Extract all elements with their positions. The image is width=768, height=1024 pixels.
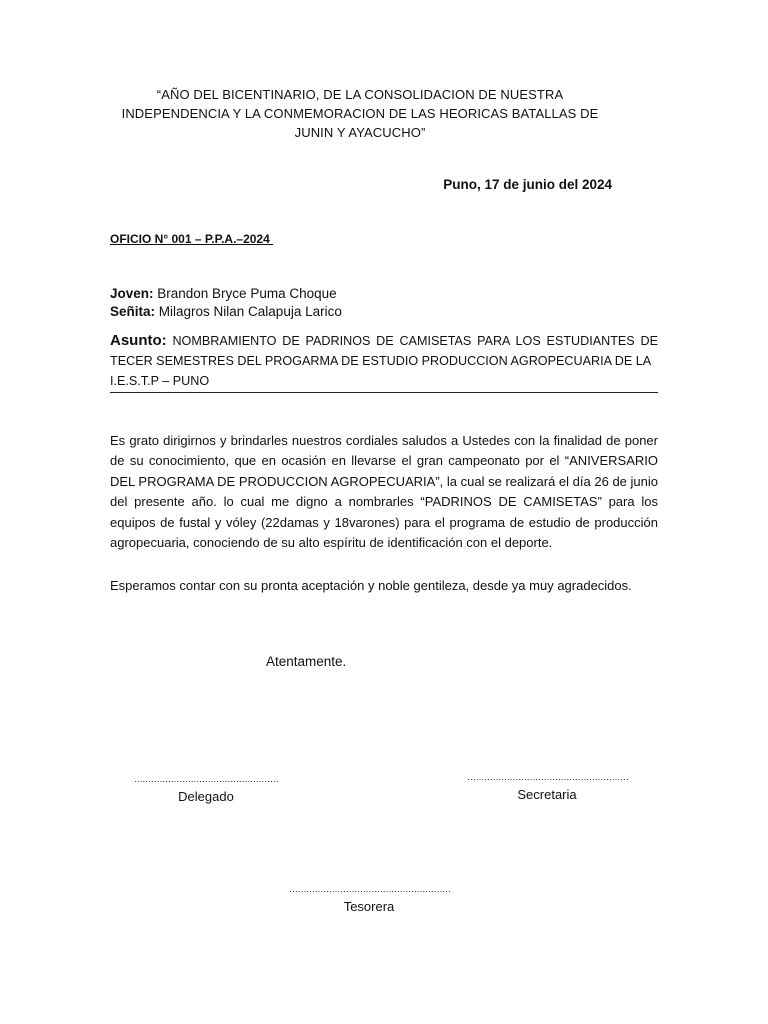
motto-header bbox=[110, 85, 610, 142]
document-date: Puno, 17 de junio del 2024 bbox=[443, 177, 612, 192]
signature-tesorera bbox=[289, 885, 449, 914]
body-paragraph-1: Es grato dirigirnos y brindarles nuestros cordiales saludos a Ustedes con la finalidad de poner de su conocimiento, que en ocasión en llevarse el gran campeonato por el “ANIVERSARIO DEL PROGRAMA DE PRODUCCION AGROPECUARIA”, la cual se realizará el día 26 de junio del presente año. lo cual me digno a nombrarles “PADRINOS DE CAMISETAS” para los equipos de fustal y vóley (22damas y 18varones) para el programa de estudio de producción agropecuaria, conociendo de su alto espíritu de identificación con el deporte. bbox=[110, 433, 658, 551]
recipient-name: Milagros Nilan Calapuja Larico bbox=[155, 304, 342, 319]
motto-line-1: “AÑO DEL BICENTINARIO, DE LA CONSOLIDACION DE NUESTRA bbox=[156, 87, 564, 102]
signature-label: Secretaria bbox=[517, 787, 577, 802]
recipient-name: Brandon Bryce Puma Choque bbox=[153, 286, 337, 301]
closing-text: Atentamente. bbox=[266, 654, 347, 669]
oficio-number: OFICIO N° 001 – P.P.A.–2024 bbox=[110, 232, 274, 246]
signature-label: Tesorera bbox=[343, 899, 395, 914]
signature-label: Delegado bbox=[178, 789, 234, 804]
recipient-senita bbox=[110, 304, 342, 319]
signature-line: ………………………………………………… bbox=[467, 772, 629, 782]
signature-line: ………………………………………………… bbox=[289, 884, 451, 894]
motto-line-3: JUNIN Y AYACUCHO” bbox=[294, 125, 426, 140]
signature-delegado bbox=[128, 775, 284, 804]
recipient-label: Señita: bbox=[110, 304, 156, 319]
signature-secretaria bbox=[467, 773, 627, 802]
signature-line: …………………………………………… bbox=[133, 774, 279, 784]
recipient-label: Joven: bbox=[110, 286, 154, 301]
body-paragraph-2: Esperamos contar con su pronta aceptación y noble gentileza, desde ya muy agradecidos. bbox=[110, 578, 632, 593]
asunto-block bbox=[110, 331, 658, 393]
asunto-last-line: I.E.S.T.P – PUNO bbox=[110, 374, 210, 388]
motto-line-2: INDEPENDENCIA Y LA CONMEMORACION DE LAS HEORICAS BATALLAS DE bbox=[121, 106, 599, 121]
recipient-joven bbox=[110, 286, 337, 301]
asunto-label: Asunto: bbox=[110, 332, 167, 349]
asunto-text: NOMBRAMIENTO DE PADRINOS DE CAMISETAS PARA LOS ESTUDIANTES DE TECER SEMESTRES DEL PROGARMA DE ESTUDIO PRODUCCION AGROPECUARIA DE LA bbox=[110, 334, 658, 368]
